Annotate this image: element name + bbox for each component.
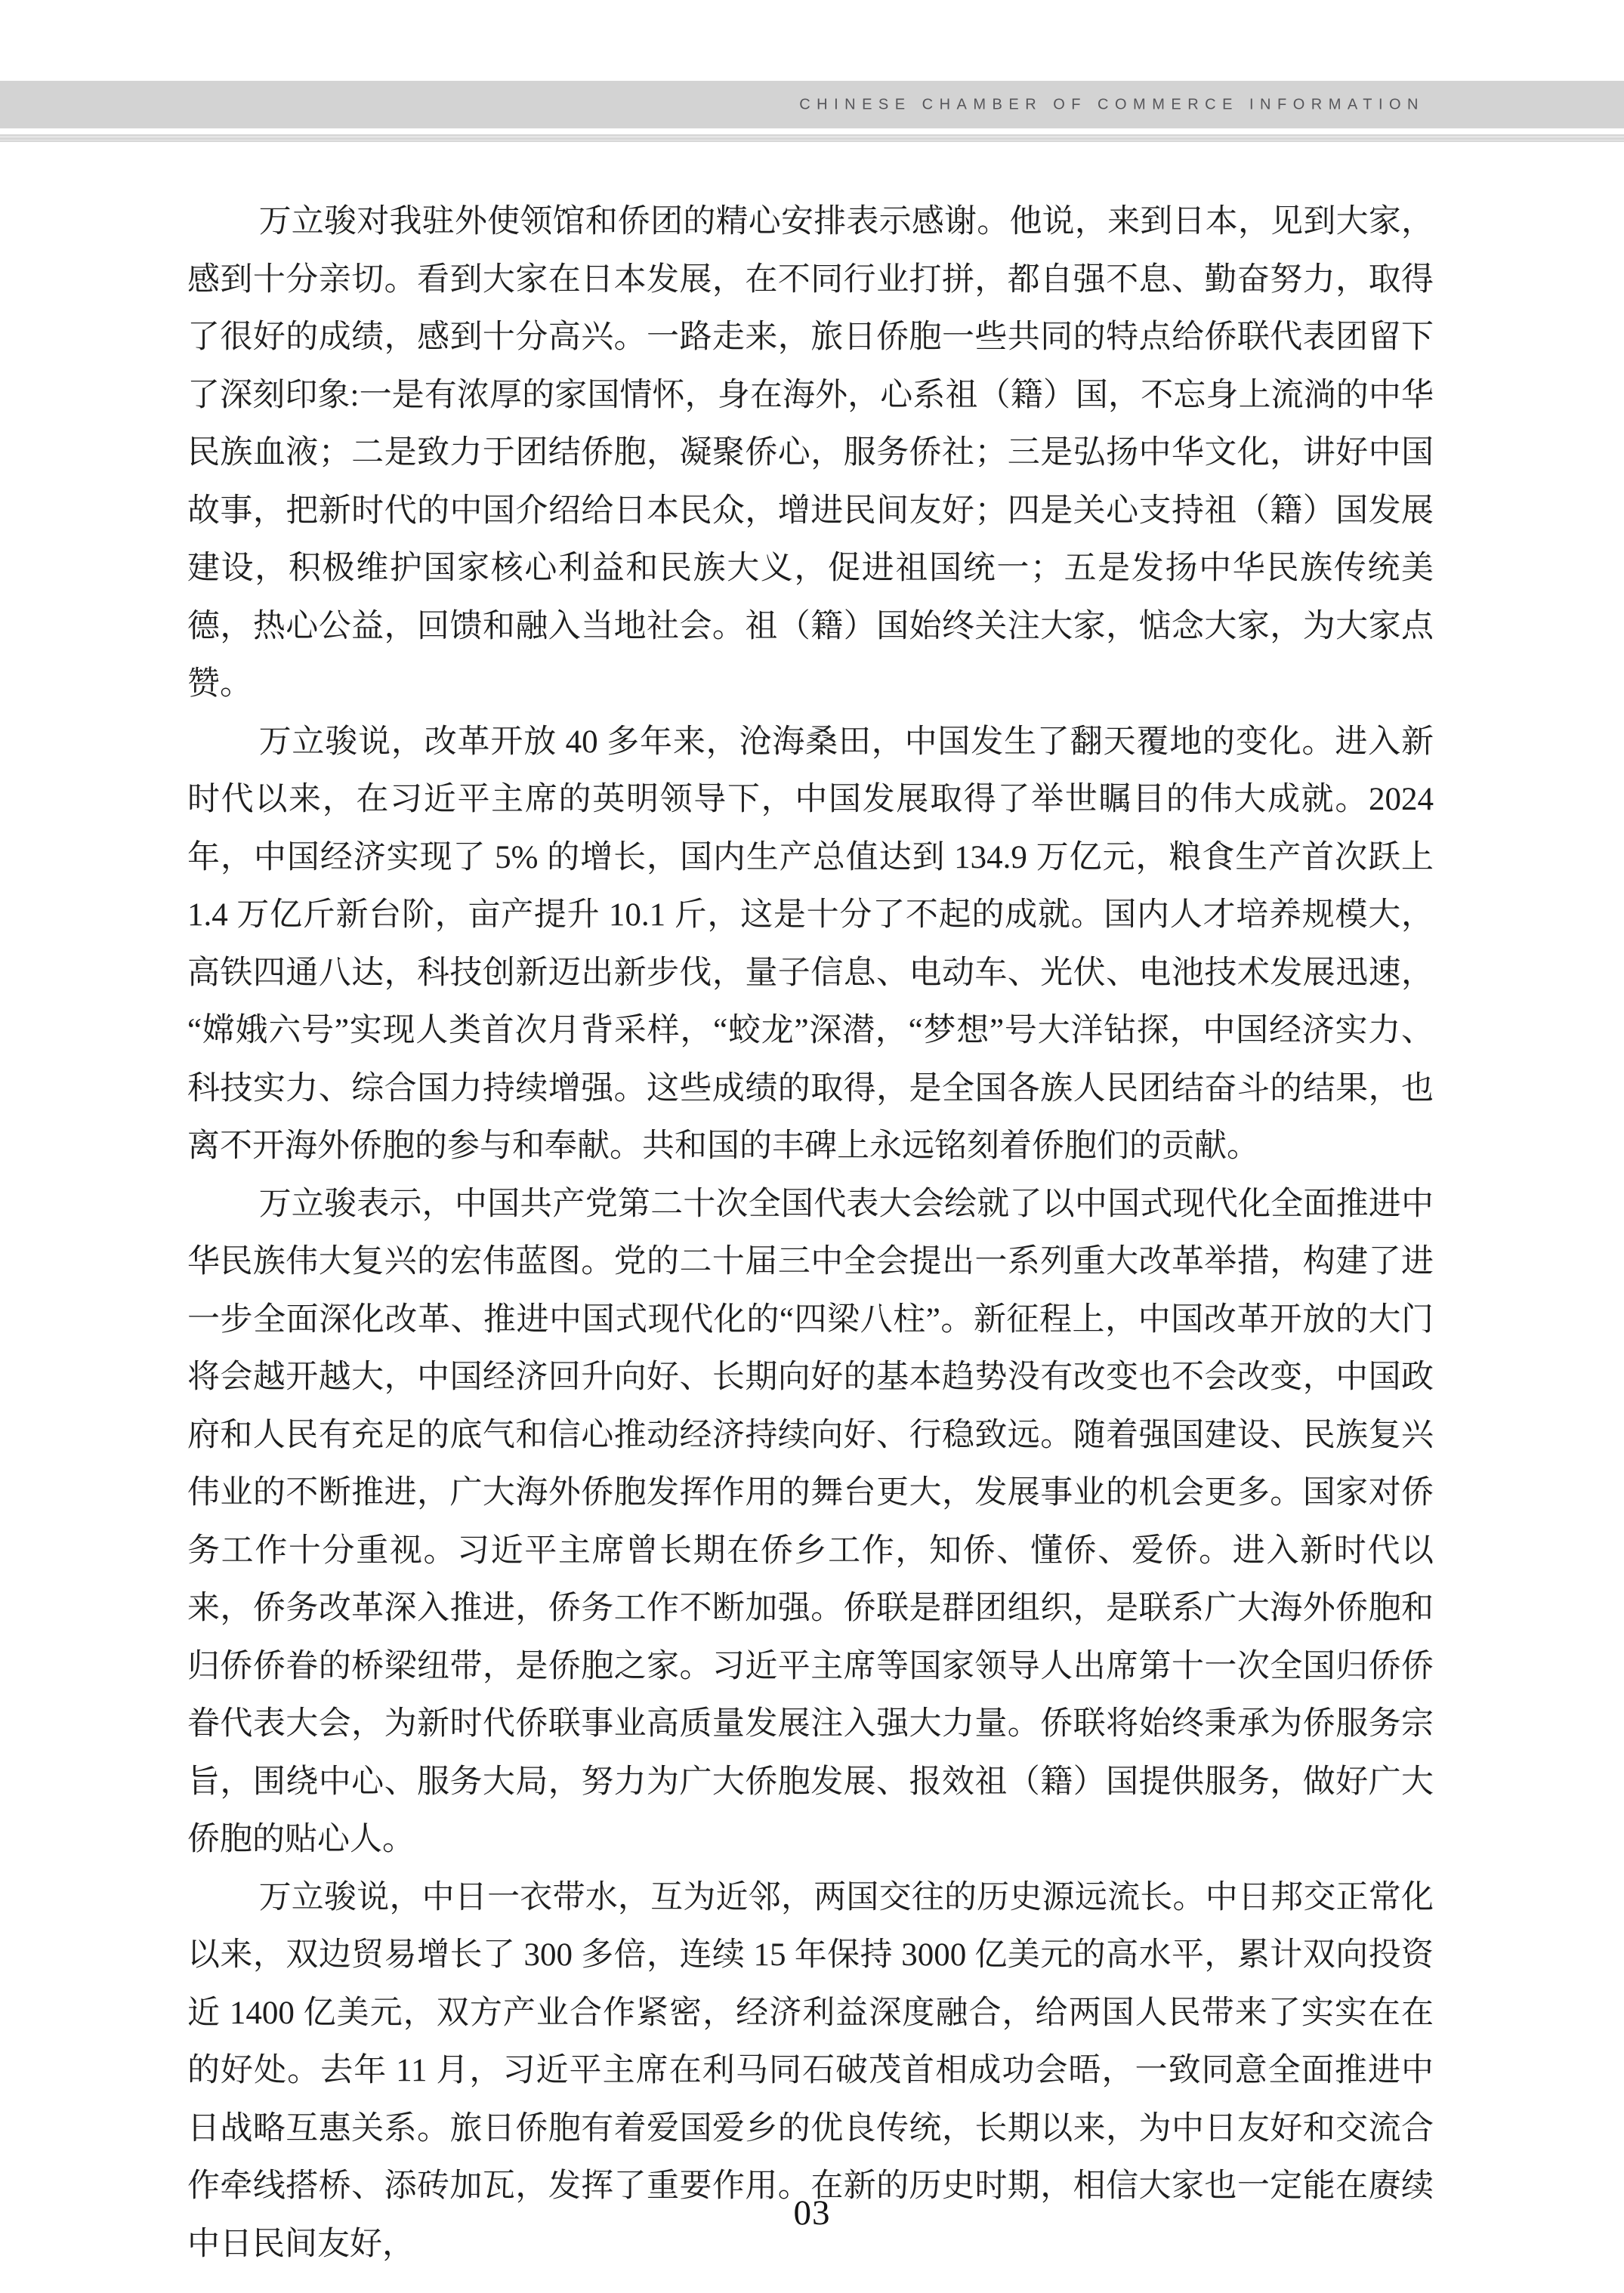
article-body: [187, 193, 1434, 2273]
paragraph: 万立骏表示，中国共产党第二十次全国代表大会绘就了以中国式现代化全面推进中华民族伟大复兴的宏伟蓝图。党的二十届三中全会提出一系列重大改革举措，构建了进一步全面深化改革、推进中国式现代化的“四梁八柱”。新征程上，中国改革开放的大门将会越开越大，中国经济回升向好、长期向好的基本趋势没有改变也不会改变，中国政府和人民有充足的底气和信心推动经济持续向好、行稳致远。随着强国建设、民族复兴伟业的不断推进，广大海外侨胞发挥作用的舞台更大，发展事业的机会更多。国家对侨务工作十分重视。习近平主席曾长期在侨乡工作，知侨、懂侨、爱侨。进入新时代以来，侨务改革深入推进，侨务工作不断加强。侨联是群团组织，是联系广大海外侨胞和归侨侨眷的桥梁纽带，是侨胞之家。习近平主席等国家领导人出席第十一次全国归侨侨眷代表大会，为新时代侨联事业高质量发展注入强大力量。侨联将始终秉承为侨服务宗旨，围绕中心、服务大局，努力为广大侨胞发展、报效祖（籍）国提供服务，做好广大侨胞的贴心人。: [187, 1186, 1434, 1857]
page-footer: [0, 2193, 1624, 2233]
header-accent-strip: [0, 134, 1624, 142]
header-band: [0, 81, 1624, 128]
header-title: CHINESE CHAMBER OF COMMERCE INFORMATION: [799, 96, 1425, 113]
paragraph: 万立骏说，中日一衣带水，互为近邻，两国交往的历史源远流长。中日邦交正常化以来，双边贸易增长了 300 多倍，连续 15 年保持 3000 亿美元的高水平，累计双向投资近 1400 亿美元，双方产业合作紧密，经济利益深度融合，给两国人民带来了实实在在的好处。去年 11 月，习近平主席在利马同石破茂首相成功会晤，一致同意全面推进中日战略互惠关系。旅日侨胞有着爱国爱乡的优良传统，长期以来，为中日友好和交流合作牵线搭桥、添砖加瓦，发挥了重要作用。在新的历史时期，相信大家也一定能在赓续中日民间友好，: [187, 1879, 1434, 2262]
paragraph: 万立骏对我驻外使领馆和侨团的精心安排表示感谢。他说，来到日本，见到大家，感到十分亲切。看到大家在日本发展，在不同行业打拼，都自强不息、勤奋努力，取得了很好的成绩，感到十分高兴。一路走来，旅日侨胞一些共同的特点给侨联代表团留下了深刻印象:一是有浓厚的家国情怀，身在海外，心系祖（籍）国，不忘身上流淌的中华民族血液；二是致力于团结侨胞，凝聚侨心，服务侨社；三是弘扬中华文化，讲好中国故事，把新时代的中国介绍给日本民众，增进民间友好；四是关心支持祖（籍）国发展建设，积极维护国家核心利益和民族大义，促进祖国统一；五是发扬中华民族传统美德，热心公益，回馈和融入当地社会。祖（籍）国始终关注大家，惦念大家，为大家点赞。: [187, 204, 1434, 702]
page-number: 03: [793, 2193, 831, 2233]
paragraph: 万立骏说，改革开放 40 多年来，沧海桑田，中国发生了翻天覆地的变化。进入新时代以来，在习近平主席的英明领导下，中国发展取得了举世瞩目的伟大成就。2024 年，中国经济实现了 5% 的增长，国内生产总值达到 134.9 万亿元，粮食生产首次跃上 1.4 万亿斤新台阶，亩产提升 10.1 斤，这是十分了不起的成就。国内人才培养规模大，高铁四通八达，科技创新迈出新步伐，量子信息、电动车、光伏、电池技术发展迅速，“嫦娥六号”实现人类首次月背采样，“蛟龙”深潜，“梦想”号大洋钻探，中国经济实力、科技实力、综合国力持续增强。这些成绩的取得，是全国各族人民团结奋斗的结果，也离不开海外侨胞的参与和奉献。共和国的丰碑上永远铭刻着侨胞们的贡献。: [187, 724, 1434, 1164]
